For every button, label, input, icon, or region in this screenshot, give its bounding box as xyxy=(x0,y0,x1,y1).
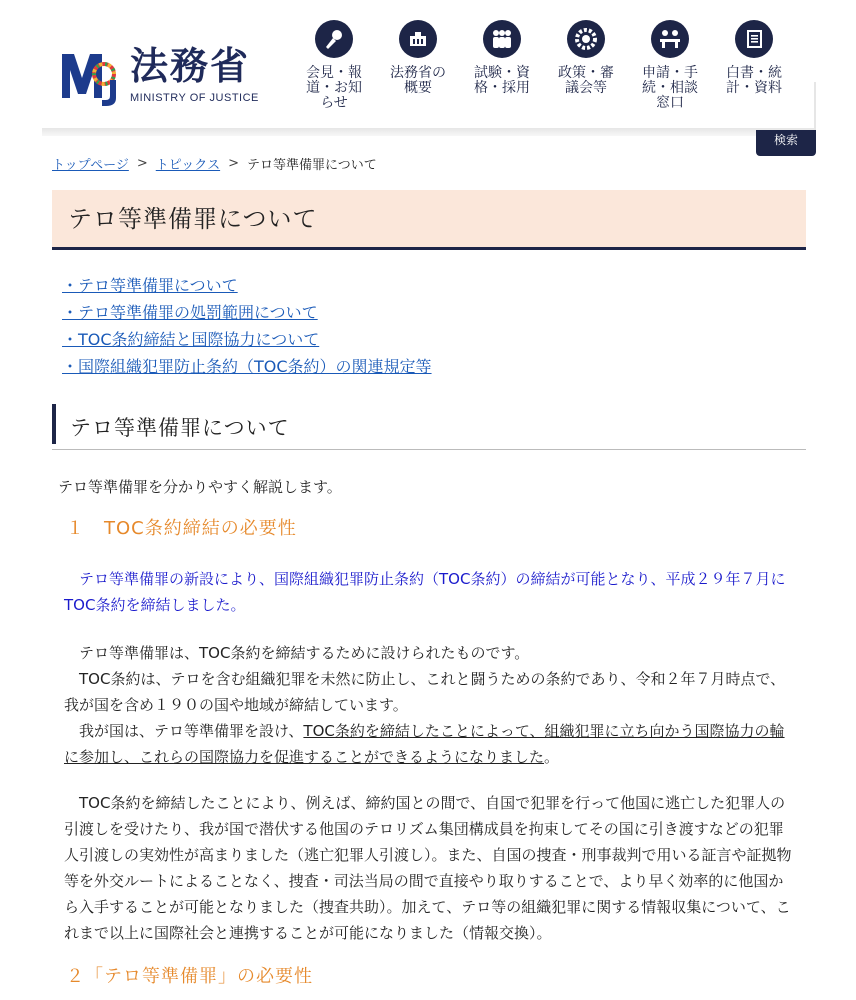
intro-text: テロ等準備罪を分かりやすく解説します。 xyxy=(58,478,342,496)
nav-label: 申請・手続・相談窓口 xyxy=(642,65,698,111)
page-title: テロ等準備罪について xyxy=(68,205,318,233)
breadcrumb-separator: > xyxy=(228,156,240,171)
subheading-crime-necessity: ２「テロ等準備罪」の必要性 xyxy=(66,966,313,987)
building-icon xyxy=(399,20,437,58)
nav-label: 試験・資格・採用 xyxy=(474,65,530,96)
toc-link-scope[interactable]: ・テロ等準備罪の処罰範囲について xyxy=(62,303,318,322)
nav-item-exam[interactable] xyxy=(460,20,544,111)
toc-link-cooperation[interactable]: ・TOC条約締結と国際協力について xyxy=(62,330,320,349)
gear-icon xyxy=(567,20,605,58)
site-header xyxy=(0,0,856,135)
document-icon xyxy=(735,20,773,58)
header-divider xyxy=(814,82,816,132)
toc-item xyxy=(62,353,432,380)
nav-item-whitepaper[interactable] xyxy=(712,20,796,111)
breadcrumb-top-link[interactable]: トップページ xyxy=(52,158,129,173)
highlight-paragraph: テロ等準備罪の新設により、国際組織犯罪防止条約（TOC条約）の締結が可能となり、平成２９年７月にTOC条約を締結しました。 xyxy=(64,570,786,614)
paragraph-toc-effects: TOC条約を締結したことにより、例えば、締約国との間で、自国で犯罪を行って他国に逃亡した犯罪人の引渡しを受けたり、我が国で潜伏する他国のテロリズム集団構成員を拘束してその国に引き渡すなどの犯罪人引渡しの実効性が高まりました（逃亡犯罪人引渡し）。また、自国の捜査・刑事裁判で用いる証言や証拠物等を外交ルートによることなく、捜査・司法当局の間で直接やり取りすることで、より早く効率的に他国から入手することが可能となりました（捜査共助）。加えて、テロ等の組織犯罪に関する情報収集について、これまで以上に国際社会と連携することが可能になりました（情報交換）。 xyxy=(64,794,792,942)
paragraph-toc-purpose xyxy=(64,640,794,770)
moj-logo-mark xyxy=(60,44,124,108)
toc-link-about[interactable]: ・テロ等準備罪について xyxy=(62,276,238,295)
toc-item xyxy=(62,326,432,353)
paragraph-line: テロ等準備罪は、TOC条約を締結するために設けられたものです。 xyxy=(64,644,530,662)
nav-label: 白書・統計・資料 xyxy=(726,65,782,96)
toc-item xyxy=(62,299,432,326)
microphone-icon xyxy=(315,20,353,58)
toc-item xyxy=(62,272,432,299)
breadcrumb-separator: > xyxy=(136,156,148,171)
page-title-box xyxy=(52,190,806,250)
nav-item-about[interactable] xyxy=(376,20,460,111)
header-shadow xyxy=(42,128,816,136)
section-heading-title: テロ等準備罪について xyxy=(70,416,290,440)
underlined-text: TOC条約を締結したことによって、組織犯罪に立ち向かう国際協力の輪に参加し、これらの国際協力を促進することができるようになりました xyxy=(64,722,785,766)
counter-icon xyxy=(651,20,689,58)
toc-link-provisions[interactable]: ・国際組織犯罪防止条約（TOC条約）の関連規定等 xyxy=(62,357,432,376)
nav-label: 法務省の概要 xyxy=(390,65,446,96)
nav-label: 会見・報道・お知らせ xyxy=(306,65,362,111)
nav-label: 政策・審議会等 xyxy=(558,65,614,96)
subheading-toc-necessity: １ TOC条約締結の必要性 xyxy=(66,518,297,539)
paragraph-line: TOC条約は、テロを含む組織犯罪を未然に防止し、これと闘うための条約であり、令和２年７月時点で、我が国を含め１９０の国や地域が締結しています。 xyxy=(64,670,786,714)
paragraph-line: 我が国は、テロ等準備罪を設け、TOC条約を締結したことによって、組織犯罪に立ち向かう国際協力の輪に参加し、これらの国際協力を促進することができるようになりました。 xyxy=(64,722,785,766)
breadcrumb xyxy=(52,154,377,173)
section-heading xyxy=(52,404,806,450)
section-heading-bar xyxy=(52,404,56,444)
logo-subtitle: MINISTRY OF JUSTICE xyxy=(130,92,259,104)
people-icon xyxy=(483,20,521,58)
nav-item-policy[interactable] xyxy=(544,20,628,111)
breadcrumb-current: テロ等準備罪について xyxy=(247,158,377,173)
nav-item-application[interactable] xyxy=(628,20,712,111)
breadcrumb-topics-link[interactable]: トピックス xyxy=(155,158,221,173)
table-of-contents xyxy=(62,272,432,380)
logo-title: 法務省 xyxy=(130,43,251,88)
nav-item-press[interactable] xyxy=(292,20,376,111)
site-logo[interactable] xyxy=(60,44,259,108)
search-button[interactable]: 検索 xyxy=(756,130,816,156)
global-nav xyxy=(292,20,796,111)
